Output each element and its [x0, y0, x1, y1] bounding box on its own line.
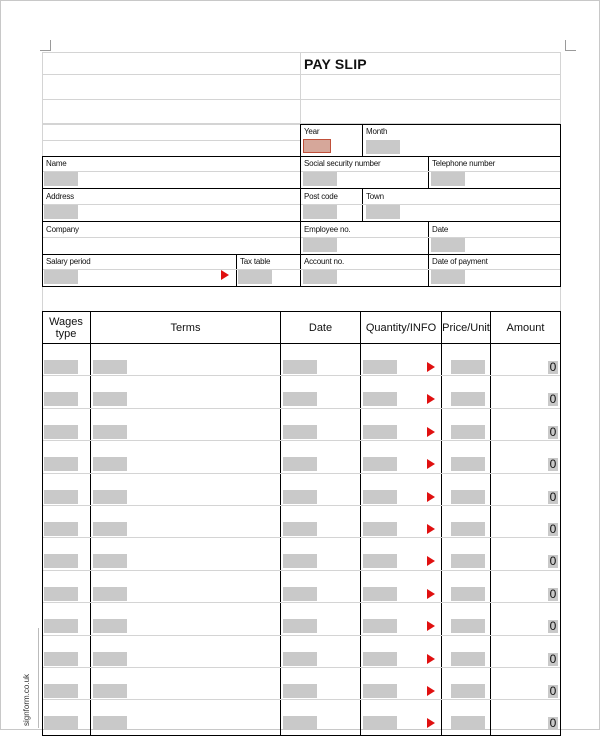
quantity-field[interactable]: [363, 684, 397, 698]
salary-period-label: Salary period: [46, 257, 91, 266]
telephone-label: Telephone number: [432, 159, 496, 168]
quantity-field[interactable]: [363, 490, 397, 504]
wages-type-field[interactable]: [44, 425, 78, 439]
ssn-field[interactable]: [303, 172, 337, 186]
date-field[interactable]: [283, 587, 317, 601]
quantity-arrow-icon[interactable]: [427, 686, 435, 696]
quantity-arrow-icon[interactable]: [427, 427, 435, 437]
date-field[interactable]: [283, 716, 317, 730]
quantity-arrow-icon[interactable]: [427, 459, 435, 469]
quantity-field[interactable]: [363, 652, 397, 666]
terms-field[interactable]: [93, 619, 127, 633]
date-field[interactable]: [283, 684, 317, 698]
terms-field[interactable]: [93, 652, 127, 666]
col-header-amount: Amount: [506, 322, 545, 334]
employee-no-field[interactable]: [303, 238, 337, 252]
date-field[interactable]: [283, 522, 317, 536]
row-divider: [43, 408, 560, 409]
quantity-field[interactable]: [363, 522, 397, 536]
amount-value: 0: [549, 457, 557, 471]
amount-value: 0: [549, 716, 557, 730]
terms-field[interactable]: [93, 392, 127, 406]
quantity-arrow-icon[interactable]: [427, 654, 435, 664]
amount-value: 0: [549, 619, 557, 633]
address-label: Address: [46, 192, 74, 201]
amount-value: 0: [549, 392, 557, 406]
row-divider: [43, 667, 560, 668]
wages-type-field[interactable]: [44, 554, 78, 568]
amount-value: 0: [549, 684, 557, 698]
amount-value: 0: [549, 587, 557, 601]
month-label: Month: [366, 127, 388, 136]
terms-field[interactable]: [93, 554, 127, 568]
date-field[interactable]: [283, 554, 317, 568]
year-label: Year: [304, 127, 320, 136]
tax-table-field[interactable]: [238, 270, 272, 284]
price-field[interactable]: [451, 392, 485, 406]
wages-type-field[interactable]: [44, 490, 78, 504]
quantity-arrow-icon[interactable]: [427, 524, 435, 534]
price-field[interactable]: [451, 360, 485, 374]
wages-type-field[interactable]: [44, 522, 78, 536]
date-field[interactable]: [283, 392, 317, 406]
quantity-field[interactable]: [363, 457, 397, 471]
year-field[interactable]: [303, 139, 331, 153]
amount-value: 0: [549, 522, 557, 536]
row-divider: [43, 635, 560, 636]
quantity-field[interactable]: [363, 360, 397, 374]
account-no-field[interactable]: [303, 270, 337, 284]
col-header-wages-type: Wages type: [49, 316, 83, 340]
price-field[interactable]: [451, 716, 485, 730]
row-divider: [43, 699, 560, 700]
quantity-field[interactable]: [363, 716, 397, 730]
price-field[interactable]: [451, 425, 485, 439]
employee-no-label: Employee no.: [304, 225, 351, 234]
terms-field[interactable]: [93, 360, 127, 374]
amount-value: 0: [549, 425, 557, 439]
wages-type-field[interactable]: [44, 652, 78, 666]
amount-value: 0: [549, 554, 557, 568]
address-field[interactable]: [44, 205, 78, 219]
date-field[interactable]: [283, 457, 317, 471]
quantity-arrow-icon[interactable]: [427, 556, 435, 566]
salary-period-dropdown-arrow-icon[interactable]: [221, 270, 229, 280]
quantity-arrow-icon[interactable]: [427, 589, 435, 599]
side-credit-text: signform.co.uk: [22, 673, 31, 726]
quantity-arrow-icon[interactable]: [427, 394, 435, 404]
price-field[interactable]: [451, 554, 485, 568]
quantity-field[interactable]: [363, 554, 397, 568]
price-field[interactable]: [451, 490, 485, 504]
quantity-field[interactable]: [363, 392, 397, 406]
row-divider: [43, 375, 560, 376]
terms-field[interactable]: [93, 684, 127, 698]
date-field[interactable]: [283, 490, 317, 504]
crop-mark-top-right: [565, 40, 576, 51]
price-field[interactable]: [451, 587, 485, 601]
date-field[interactable]: [283, 619, 317, 633]
quantity-field[interactable]: [363, 587, 397, 601]
amount-value: 0: [549, 360, 557, 374]
terms-field[interactable]: [93, 425, 127, 439]
quantity-arrow-icon[interactable]: [427, 718, 435, 728]
crop-mark-top-left: [40, 40, 51, 51]
year-month-section: [300, 124, 561, 157]
ssn-label: Social security number: [304, 159, 381, 168]
tax-table-label: Tax table: [240, 257, 271, 266]
quantity-field[interactable]: [363, 619, 397, 633]
price-field[interactable]: [451, 522, 485, 536]
terms-field[interactable]: [93, 490, 127, 504]
name-field[interactable]: [44, 172, 78, 186]
quantity-arrow-icon[interactable]: [427, 621, 435, 631]
quantity-arrow-icon[interactable]: [427, 362, 435, 372]
telephone-field[interactable]: [431, 172, 465, 186]
terms-field[interactable]: [93, 587, 127, 601]
date-field[interactable]: [283, 360, 317, 374]
col-header-quantity: Quantity/INFO: [365, 322, 437, 334]
terms-field[interactable]: [93, 457, 127, 471]
wages-type-field[interactable]: [44, 587, 78, 601]
col-header-date: Date: [308, 322, 333, 334]
date-field[interactable]: [283, 652, 317, 666]
row-divider: [43, 602, 560, 603]
date-field[interactable]: [283, 425, 317, 439]
wages-type-field[interactable]: [44, 684, 78, 698]
date-of-payment-label: Date of payment: [432, 257, 488, 266]
price-field[interactable]: [451, 684, 485, 698]
row-divider: [43, 505, 560, 506]
quantity-arrow-icon[interactable]: [427, 492, 435, 502]
price-field[interactable]: [451, 457, 485, 471]
col-header-terms: Terms: [170, 322, 201, 334]
account-no-label: Account no.: [304, 257, 345, 266]
row-divider: [43, 440, 560, 441]
page-title: PAY SLIP: [304, 56, 367, 72]
price-field[interactable]: [451, 652, 485, 666]
town-label: Town: [366, 192, 384, 201]
row-divider: [43, 570, 560, 571]
wages-type-field[interactable]: [44, 392, 78, 406]
wages-type-field[interactable]: [44, 619, 78, 633]
postcode-label: Post code: [304, 192, 338, 201]
town-field[interactable]: [366, 205, 400, 219]
side-rule: [38, 628, 39, 728]
wages-type-field[interactable]: [44, 716, 78, 730]
salary-period-field[interactable]: [44, 270, 78, 284]
date-field[interactable]: [431, 238, 465, 252]
price-field[interactable]: [451, 619, 485, 633]
amount-value: 0: [549, 652, 557, 666]
col-header-price: Price/Unit: [442, 322, 490, 334]
amount-value: 0: [549, 490, 557, 504]
row-divider: [43, 537, 560, 538]
postcode-field[interactable]: [303, 205, 337, 219]
date-of-payment-field[interactable]: [431, 270, 465, 284]
quantity-field[interactable]: [363, 425, 397, 439]
row-divider: [43, 473, 560, 474]
date-label: Date: [432, 225, 449, 234]
terms-field[interactable]: [93, 522, 127, 536]
wages-type-field[interactable]: [44, 360, 78, 374]
company-label: Company: [46, 225, 79, 234]
month-field[interactable]: [366, 140, 400, 154]
terms-field[interactable]: [93, 716, 127, 730]
wages-type-field[interactable]: [44, 457, 78, 471]
title-area: [42, 52, 561, 124]
name-label: Name: [46, 159, 67, 168]
